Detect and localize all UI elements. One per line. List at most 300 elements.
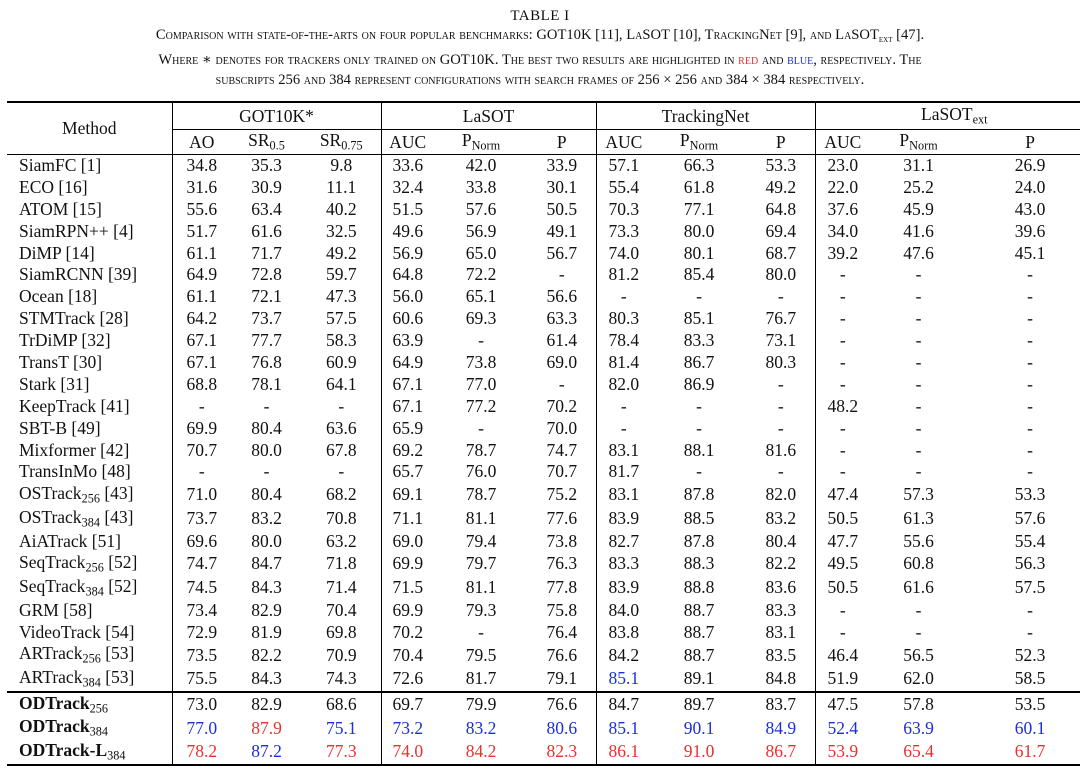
metric-cell: 84.3 bbox=[251, 668, 282, 689]
metric-cell: - bbox=[528, 264, 596, 286]
metric-cell: 57.6 bbox=[1014, 507, 1046, 528]
method-label: ECO [16] bbox=[19, 176, 88, 197]
metric-cell: 51.7 bbox=[186, 220, 218, 241]
method-name bbox=[7, 599, 172, 621]
metric-cell: 56.5 bbox=[903, 644, 934, 665]
metric-cell: 77.8 bbox=[528, 576, 596, 600]
method-ref: [52] bbox=[108, 552, 138, 573]
metric-cell: 71.5 bbox=[392, 577, 424, 598]
metric-cell: 70.7 bbox=[528, 461, 596, 483]
metric-cell: 61.1 bbox=[186, 286, 218, 307]
metric-cell: 79.1 bbox=[528, 667, 596, 692]
metric-cell: - bbox=[696, 286, 702, 307]
metric-cell: 76.0 bbox=[465, 461, 497, 482]
metric-cell: 81.7 bbox=[465, 668, 497, 689]
metric-cell: 72.8 bbox=[251, 264, 282, 285]
metric-cell: 83.2 bbox=[747, 507, 815, 531]
metric-cell: 74.3 bbox=[302, 667, 381, 692]
metric-cell: - bbox=[915, 264, 922, 285]
metric-cell: 77.0 bbox=[465, 373, 497, 394]
table-row bbox=[7, 552, 1080, 576]
metric-cell: 55.4 bbox=[608, 176, 640, 197]
metric-cell: 67.8 bbox=[302, 439, 381, 461]
metric-cell: 49.2 bbox=[747, 176, 815, 198]
metric-cell: 80.4 bbox=[747, 530, 815, 552]
col-ao: AO bbox=[172, 130, 231, 155]
metric-cell: - bbox=[620, 286, 627, 307]
metric-cell: 51.9 bbox=[827, 668, 859, 689]
metric-cell: 86.7 bbox=[683, 351, 715, 372]
metric-cell: - bbox=[915, 599, 922, 620]
metric-cell: 85.4 bbox=[683, 264, 715, 285]
metric-cell: 77.7 bbox=[251, 330, 282, 351]
metric-cell: 76.3 bbox=[528, 552, 596, 576]
table-row bbox=[7, 308, 1080, 330]
method-name bbox=[7, 621, 172, 643]
metric-cell: 89.7 bbox=[651, 692, 747, 717]
metric-cell: - bbox=[263, 461, 270, 482]
metric-cell: - bbox=[1027, 351, 1033, 372]
metric-cell: 69.1 bbox=[392, 484, 424, 505]
metric-cell: 87.2 bbox=[231, 740, 302, 765]
metric-cell: - bbox=[839, 330, 846, 351]
metric-cell: 90.1 bbox=[683, 717, 715, 738]
metric-cell: 74.7 bbox=[186, 553, 218, 574]
method-subscript: 256 bbox=[81, 491, 100, 506]
metric-cell: 9.8 bbox=[302, 155, 381, 177]
metric-cell: 81.2 bbox=[608, 264, 640, 285]
metric-cell: 49.2 bbox=[302, 242, 381, 264]
metric-cell: 56.3 bbox=[1014, 553, 1046, 574]
metric-cell: 80.3 bbox=[608, 308, 640, 329]
table-row bbox=[7, 220, 1080, 242]
metric-cell: - bbox=[839, 264, 846, 285]
method-subscript: 256 bbox=[89, 701, 109, 716]
metric-cell: 69.2 bbox=[392, 439, 424, 460]
metric-cell: 63.4 bbox=[251, 198, 282, 219]
method-subscript: 384 bbox=[82, 675, 101, 690]
metric-cell: 89.1 bbox=[683, 668, 715, 689]
metric-cell: 52.3 bbox=[1014, 644, 1046, 665]
method-ref: [43] bbox=[104, 482, 134, 503]
metric-cell: 83.3 bbox=[747, 599, 815, 621]
metric-cell: 60.8 bbox=[903, 553, 934, 574]
metric-cell: 83.1 bbox=[747, 621, 815, 643]
metric-cell: 34.0 bbox=[827, 220, 859, 241]
metric-cell: 65.0 bbox=[465, 242, 497, 263]
table-row bbox=[7, 692, 1080, 717]
metric-cell: 60.1 bbox=[1014, 717, 1046, 738]
metric-cell: 32.4 bbox=[392, 176, 424, 197]
col-sr075: $SR_{0.75}$ bbox=[302, 130, 381, 155]
metric-cell: 86.9 bbox=[683, 373, 715, 394]
table-row bbox=[7, 439, 1080, 461]
metric-cell: 31.1 bbox=[903, 155, 934, 176]
metric-cell: 50.5 bbox=[528, 198, 596, 220]
metric-cell: 75.8 bbox=[528, 599, 596, 621]
metric-cell: - bbox=[1027, 417, 1033, 438]
metric-cell: - bbox=[839, 417, 846, 438]
group-lasot-ext: LaSOT$_{ext}$ bbox=[815, 102, 1080, 130]
metric-cell: 56.6 bbox=[528, 286, 596, 308]
metric-cell: 49.6 bbox=[392, 220, 424, 241]
metric-cell: 63.2 bbox=[302, 530, 381, 552]
metric-cell: - bbox=[915, 621, 922, 642]
metric-cell: 45.9 bbox=[903, 198, 934, 219]
metric-cell: 69.8 bbox=[302, 621, 381, 643]
caption-line-3: subscripts 256 and 384 represent configurations with search frames of 256 × 256 and 384 × 384 respectively. bbox=[215, 72, 865, 89]
method-label: TransT [30] bbox=[19, 351, 103, 372]
metric-cell: 64.9 bbox=[186, 264, 218, 285]
table-row bbox=[7, 716, 1080, 740]
metric-cell: 60.6 bbox=[392, 308, 424, 329]
method-name bbox=[7, 198, 172, 220]
metric-cell: - bbox=[528, 373, 596, 395]
metric-cell: - bbox=[478, 330, 484, 351]
metric-cell: 71.0 bbox=[186, 484, 218, 505]
method-label: OSTrack bbox=[19, 482, 82, 503]
metric-cell: - bbox=[915, 308, 922, 329]
method-label: DiMP [14] bbox=[19, 242, 95, 263]
metric-cell: 63.3 bbox=[528, 308, 596, 330]
metric-cell: - bbox=[198, 395, 205, 416]
method-label: TrDiMP [32] bbox=[19, 330, 111, 351]
metric-cell: 31.6 bbox=[186, 176, 218, 197]
col-tn-auc: AUC bbox=[596, 130, 651, 155]
metric-cell: 40.2 bbox=[302, 198, 381, 220]
metric-cell: 83.9 bbox=[608, 507, 640, 528]
metric-cell: 82.9 bbox=[251, 599, 282, 620]
table-row bbox=[7, 286, 1080, 308]
metric-cell: 73.7 bbox=[251, 308, 282, 329]
method-name bbox=[7, 264, 172, 286]
metric-cell: - bbox=[1027, 461, 1033, 482]
metric-cell: 47.7 bbox=[827, 530, 859, 551]
method-name bbox=[7, 308, 172, 330]
method-subscript: 384 bbox=[85, 584, 104, 599]
metric-cell: 88.5 bbox=[683, 507, 715, 528]
metric-cell: 80.4 bbox=[251, 484, 282, 505]
metric-cell: 68.8 bbox=[186, 373, 218, 394]
table-row bbox=[7, 417, 1080, 439]
method-name bbox=[7, 483, 172, 507]
metric-cell: 11.1 bbox=[302, 176, 381, 198]
metric-cell: 80.0 bbox=[747, 264, 815, 286]
metric-cell: 88.7 bbox=[683, 621, 715, 642]
metric-cell: 83.1 bbox=[608, 484, 640, 505]
metric-cell: 59.7 bbox=[302, 264, 381, 286]
metric-cell: 81.7 bbox=[608, 461, 640, 482]
metric-cell: 49.5 bbox=[827, 553, 859, 574]
metric-cell: 84.7 bbox=[596, 692, 651, 717]
metric-cell: - bbox=[839, 373, 846, 394]
metric-cell: 62.0 bbox=[903, 668, 934, 689]
metric-cell: - bbox=[915, 351, 922, 372]
metric-cell: 64.8 bbox=[392, 264, 424, 285]
metric-cell: 49.1 bbox=[528, 220, 596, 242]
metric-cell: 73.1 bbox=[747, 330, 815, 352]
metric-cell: 81.6 bbox=[747, 439, 815, 461]
method-label: GRM [58] bbox=[19, 599, 93, 620]
metric-cell: 84.7 bbox=[251, 553, 282, 574]
metric-cell: 71.8 bbox=[302, 552, 381, 576]
metric-cell: 33.6 bbox=[392, 155, 424, 176]
metric-cell: 55.6 bbox=[186, 198, 218, 219]
metric-cell: 58.3 bbox=[302, 330, 381, 352]
metric-cell: - bbox=[915, 330, 922, 351]
metric-cell: 85.1 bbox=[608, 717, 640, 738]
metric-cell: 73.7 bbox=[186, 507, 218, 528]
metric-cell: 53.3 bbox=[1014, 484, 1046, 505]
metric-cell: 69.9 bbox=[186, 417, 218, 438]
metric-cell: 78.7 bbox=[465, 484, 497, 505]
metric-cell: 74.5 bbox=[186, 577, 218, 598]
col-lasot-pnorm: $P_{Norm}$ bbox=[434, 130, 528, 155]
metric-cell: 83.3 bbox=[683, 330, 715, 351]
metric-cell: 84.2 bbox=[434, 740, 528, 765]
metric-cell: 88.7 bbox=[683, 599, 715, 620]
method-subscript: 256 bbox=[82, 651, 101, 666]
metric-cell: 70.4 bbox=[392, 644, 424, 665]
metric-cell: 47.3 bbox=[302, 286, 381, 308]
method-label: VideoTrack [54] bbox=[19, 621, 135, 642]
metric-cell: - bbox=[839, 439, 846, 460]
method-label: ODTrack bbox=[19, 692, 90, 713]
metric-cell: 67.1 bbox=[392, 395, 424, 416]
method-subscript: 256 bbox=[85, 560, 104, 575]
metric-cell: 52.4 bbox=[827, 717, 859, 738]
method-label: Stark [31] bbox=[19, 373, 90, 394]
method-name bbox=[7, 643, 172, 667]
metric-cell: 70.0 bbox=[528, 417, 596, 439]
group-lasot: LaSOT bbox=[381, 102, 596, 130]
metric-cell: 30.9 bbox=[251, 176, 282, 197]
metric-cell: 70.7 bbox=[186, 439, 218, 460]
metric-cell: 71.7 bbox=[251, 242, 282, 263]
metric-cell: 76.7 bbox=[747, 308, 815, 330]
metric-cell: 77.6 bbox=[528, 507, 596, 531]
metric-cell: 83.3 bbox=[608, 553, 640, 574]
metric-cell: - bbox=[1027, 286, 1033, 307]
metric-cell: 63.6 bbox=[302, 417, 381, 439]
table-row bbox=[7, 352, 1080, 374]
metric-cell: 83.2 bbox=[251, 507, 282, 528]
metric-cell: 64.1 bbox=[302, 373, 381, 395]
method-label: KeepTrack [41] bbox=[19, 395, 130, 416]
metric-cell: - bbox=[915, 417, 922, 438]
metric-cell: 64.9 bbox=[392, 351, 424, 372]
metric-cell: 84.2 bbox=[608, 644, 640, 665]
metric-cell: 26.9 bbox=[1014, 155, 1046, 176]
metric-cell: 71.4 bbox=[302, 576, 381, 600]
metric-cell: 84.3 bbox=[251, 577, 282, 598]
table-row bbox=[7, 461, 1080, 483]
metric-cell: 83.9 bbox=[608, 577, 640, 598]
metric-cell: 80.3 bbox=[747, 352, 815, 374]
metric-cell: 63.9 bbox=[392, 330, 424, 351]
metric-cell: 69.6 bbox=[186, 530, 218, 551]
metric-cell: 42.0 bbox=[465, 155, 497, 176]
metric-cell: 81.4 bbox=[608, 351, 640, 372]
method-label: AiATrack [51] bbox=[19, 530, 121, 551]
metric-cell: 91.0 bbox=[651, 740, 747, 765]
metric-cell: 83.1 bbox=[608, 439, 640, 460]
metric-cell: 73.3 bbox=[608, 220, 640, 241]
metric-cell: 61.1 bbox=[186, 242, 218, 263]
method-name bbox=[7, 507, 172, 531]
metric-cell: 88.8 bbox=[683, 577, 715, 598]
col-lasot-p: P bbox=[528, 130, 596, 155]
method-subscript: 384 bbox=[89, 724, 109, 739]
metric-cell: 80.0 bbox=[251, 439, 282, 460]
col-tn-pnorm: $P_{Norm}$ bbox=[651, 130, 747, 155]
metric-cell: - bbox=[620, 395, 627, 416]
metric-cell: 77.3 bbox=[302, 740, 381, 765]
method-label: ARTrack bbox=[19, 666, 83, 687]
metric-cell: 76.4 bbox=[528, 621, 596, 643]
table-caption bbox=[0, 7, 1080, 90]
metric-cell: 78.1 bbox=[251, 373, 282, 394]
table-row bbox=[7, 155, 1080, 177]
metric-cell: 72.2 bbox=[465, 264, 497, 285]
metric-cell: 41.6 bbox=[903, 220, 934, 241]
method-label: ODTrack bbox=[19, 716, 90, 737]
metric-cell: 87.8 bbox=[683, 530, 715, 551]
metric-cell: 61.4 bbox=[528, 330, 596, 352]
method-name bbox=[7, 176, 172, 198]
metric-cell: - bbox=[839, 599, 846, 620]
metric-cell: 56.7 bbox=[528, 242, 596, 264]
metric-cell: 61.3 bbox=[903, 507, 934, 528]
metric-cell: 71.1 bbox=[392, 507, 424, 528]
metric-cell: - bbox=[478, 621, 484, 642]
metric-cell: 46.4 bbox=[827, 644, 859, 665]
metric-cell: 24.0 bbox=[1014, 176, 1046, 197]
metric-cell: 53.9 bbox=[815, 740, 870, 765]
metric-cell: - bbox=[747, 373, 815, 395]
method-name bbox=[7, 439, 172, 461]
metric-cell: 85.1 bbox=[683, 308, 715, 329]
metric-cell: 75.5 bbox=[186, 668, 218, 689]
col-lasot-auc: AUC bbox=[381, 130, 434, 155]
metric-cell: 76.6 bbox=[528, 692, 596, 717]
metric-cell: 73.8 bbox=[528, 530, 596, 552]
metric-cell: 35.3 bbox=[251, 155, 282, 176]
metric-cell: 77.0 bbox=[186, 717, 218, 738]
metric-cell: 33.8 bbox=[465, 176, 497, 197]
metric-cell: 80.6 bbox=[528, 716, 596, 740]
metric-cell: 69.4 bbox=[747, 220, 815, 242]
metric-cell: - bbox=[478, 417, 484, 438]
method-name bbox=[7, 692, 172, 717]
metric-cell: 78.2 bbox=[172, 740, 231, 765]
method-name bbox=[7, 352, 172, 374]
metric-cell: 68.6 bbox=[302, 692, 381, 717]
metric-cell: 84.8 bbox=[747, 667, 815, 692]
metric-cell: 50.5 bbox=[827, 577, 859, 598]
metric-cell: 70.9 bbox=[302, 643, 381, 667]
metric-cell: 70.2 bbox=[392, 621, 424, 642]
metric-cell: 76.8 bbox=[251, 351, 282, 372]
method-header: Method bbox=[7, 102, 172, 155]
table-row bbox=[7, 176, 1080, 198]
metric-cell: 67.1 bbox=[186, 330, 218, 351]
method-label: SeqTrack bbox=[19, 552, 86, 573]
table-row bbox=[7, 507, 1080, 531]
table-row bbox=[7, 599, 1080, 621]
metric-cell: 70.8 bbox=[302, 507, 381, 531]
metric-cell: 57.5 bbox=[1014, 577, 1046, 598]
method-name bbox=[7, 155, 172, 177]
method-label: SiamRCNN [39] bbox=[19, 264, 138, 285]
metric-cell: - bbox=[696, 417, 702, 438]
metric-cell: 73.0 bbox=[172, 692, 231, 717]
metric-cell: 67.1 bbox=[392, 373, 424, 394]
metric-cell: 58.5 bbox=[1014, 668, 1046, 689]
metric-cell: 73.5 bbox=[186, 644, 218, 665]
metric-cell: 87.9 bbox=[251, 717, 282, 738]
metric-cell: 53.5 bbox=[967, 692, 1080, 717]
table-row bbox=[7, 330, 1080, 352]
metric-cell: 86.7 bbox=[747, 740, 815, 765]
method-label: OSTrack bbox=[19, 506, 82, 527]
metric-cell: 77.2 bbox=[465, 395, 497, 416]
col-tn-p: P bbox=[747, 130, 815, 155]
metric-cell: - bbox=[915, 373, 922, 394]
metric-cell: - bbox=[915, 461, 922, 482]
metric-cell: - bbox=[915, 439, 922, 460]
group-got10k: GOT10K* bbox=[172, 102, 381, 130]
table-row bbox=[7, 576, 1080, 600]
metric-cell: 37.6 bbox=[827, 198, 859, 219]
metric-cell: 61.7 bbox=[967, 740, 1080, 765]
col-ext-p: P bbox=[967, 130, 1080, 155]
metric-cell: 83.7 bbox=[747, 692, 815, 717]
group-trackingnet: TrackingNet bbox=[596, 102, 815, 130]
metric-cell: 56.9 bbox=[465, 220, 497, 241]
table-row bbox=[7, 643, 1080, 667]
metric-cell: 82.7 bbox=[608, 530, 640, 551]
metric-cell: 48.2 bbox=[827, 395, 859, 416]
metric-cell: 72.9 bbox=[186, 621, 218, 642]
metric-cell: 57.1 bbox=[608, 155, 640, 176]
metric-cell: 63.9 bbox=[903, 717, 934, 738]
method-label: STMTrack [28] bbox=[19, 308, 129, 329]
method-name bbox=[7, 576, 172, 600]
metric-cell: 83.2 bbox=[465, 717, 497, 738]
metric-cell: 83.5 bbox=[747, 643, 815, 667]
metric-cell: 65.9 bbox=[392, 417, 424, 438]
metric-cell: - bbox=[696, 461, 702, 482]
metric-cell: 82.0 bbox=[608, 373, 640, 394]
metric-cell: 69.3 bbox=[465, 308, 497, 329]
metric-cell: 50.5 bbox=[827, 507, 859, 528]
method-ref: [52] bbox=[108, 575, 138, 596]
metric-cell: 68.2 bbox=[302, 483, 381, 507]
metric-cell: 61.8 bbox=[683, 176, 715, 197]
metric-cell: 39.2 bbox=[827, 242, 859, 263]
metric-cell: 79.4 bbox=[465, 530, 497, 551]
metric-cell: 77.1 bbox=[683, 198, 715, 219]
method-name bbox=[7, 220, 172, 242]
results-table bbox=[7, 101, 1080, 766]
metric-cell: 70.3 bbox=[608, 198, 640, 219]
table-row bbox=[7, 373, 1080, 395]
metric-cell: 82.2 bbox=[251, 644, 282, 665]
metric-cell: 80.0 bbox=[251, 530, 282, 551]
metric-cell: 57.8 bbox=[870, 692, 967, 717]
metric-cell: - bbox=[915, 395, 922, 416]
